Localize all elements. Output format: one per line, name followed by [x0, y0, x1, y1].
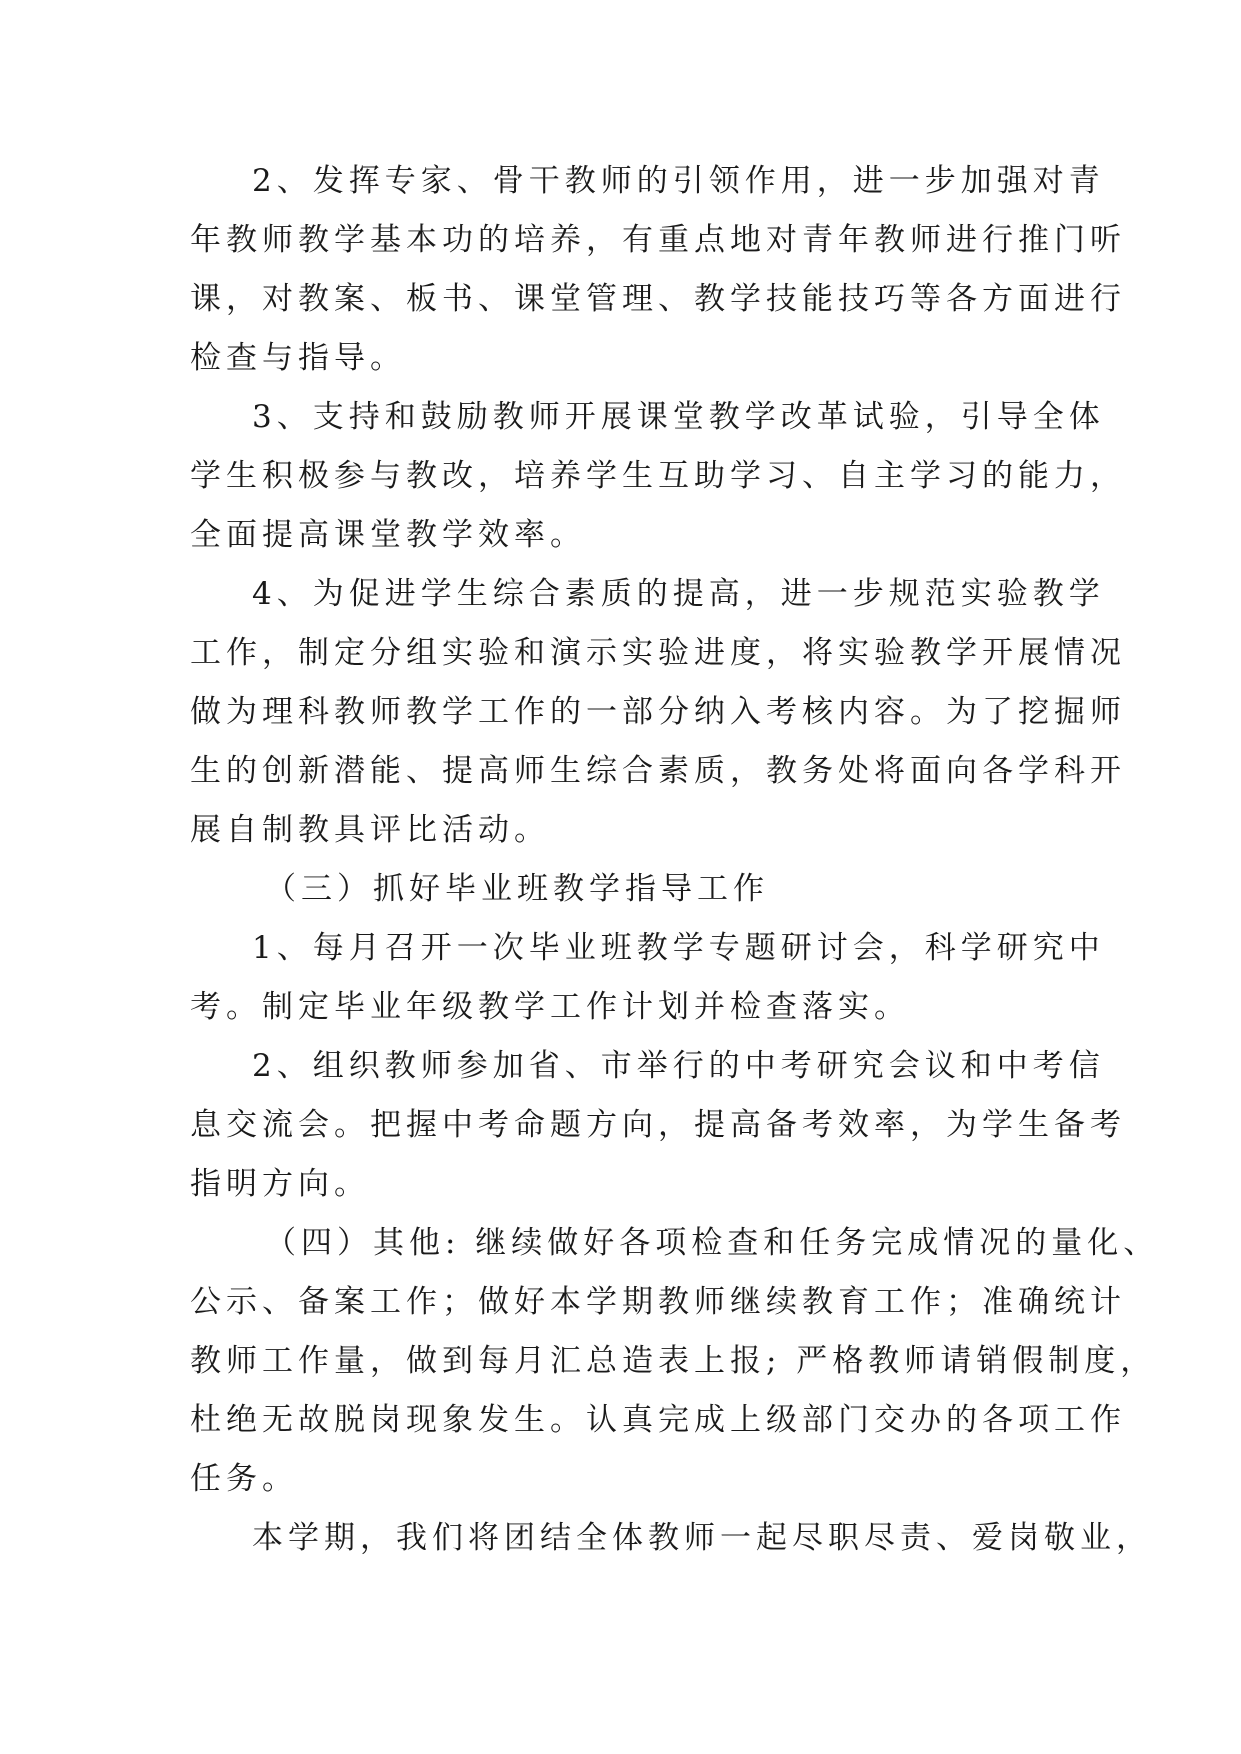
text-line: 公示、备案工作；做好本学期教师继续教育工作；准确统计	[190, 1284, 1126, 1320]
section-heading	[190, 1214, 1160, 1509]
text-line: 2、发挥专家、骨干教师的引领作用，进一步加强对青	[252, 163, 1105, 199]
text-line: 2、组织教师参加省、市举行的中考研究会议和中考信	[252, 1048, 1105, 1084]
text-line: 4、为促进学生综合素质的提高，进一步规范实验教学	[252, 576, 1105, 612]
text-line: 息交流会。把握中考命题方向，提高备考效率，为学生备考	[190, 1107, 1126, 1143]
text-line: 检查与指导。	[190, 340, 406, 376]
text-line: 1、每月召开一次毕业班教学专题研讨会，科学研究中	[252, 930, 1105, 966]
paragraph	[190, 919, 1105, 1037]
paragraph	[190, 565, 1126, 860]
text-line: 展自制教具评比活动。	[190, 812, 550, 848]
text-line: 考。制定毕业年级教学工作计划并检查落实。	[190, 989, 910, 1025]
text-line: 全面提高课堂教学效率。	[190, 517, 586, 553]
document-body	[190, 152, 1160, 1568]
text-line: 教师工作量，做到每月汇总造表上报; 严格教师请销假制度，	[190, 1343, 1157, 1379]
text-line: 做为理科教师教学工作的一部分纳入考核内容。为了挖掘师	[190, 694, 1126, 730]
text-line: 生的创新潜能、提高师生综合素质，教务处将面向各学科开	[190, 753, 1126, 789]
text-line: 杜绝无故脱岗现象发生。认真完成上级部门交办的各项工作	[190, 1402, 1126, 1438]
text-line: （四）其他: 继续做好各项检查和任务完成情况的量化、	[265, 1225, 1160, 1261]
text-line: 课，对教案、板书、课堂管理、教学技能技巧等各方面进行	[190, 281, 1126, 317]
text-line: 本学期，我们将团结全体教师一起尽职尽责、爱岗敬业，	[252, 1520, 1152, 1556]
section-heading	[190, 860, 1051, 919]
paragraph	[190, 1037, 1126, 1214]
text-line: 工作，制定分组实验和演示实验进度，将实验教学开展情况	[190, 635, 1126, 671]
text-line: 学生积极参与教改，培养学生互助学习、自主学习的能力，	[190, 458, 1126, 494]
text-line: 任务。	[190, 1461, 298, 1497]
paragraph	[190, 1509, 1152, 1568]
paragraph	[190, 388, 1126, 565]
text-line: 指明方向。	[190, 1166, 370, 1202]
paragraph	[190, 152, 1126, 388]
text-line: 3、支持和鼓励教师开展课堂教学改革试验，引导全体	[252, 399, 1105, 435]
text-line: 年教师教学基本功的培养，有重点地对青年教师进行推门听	[190, 222, 1126, 258]
text-line: （三）抓好毕业班教学指导工作	[265, 871, 769, 907]
